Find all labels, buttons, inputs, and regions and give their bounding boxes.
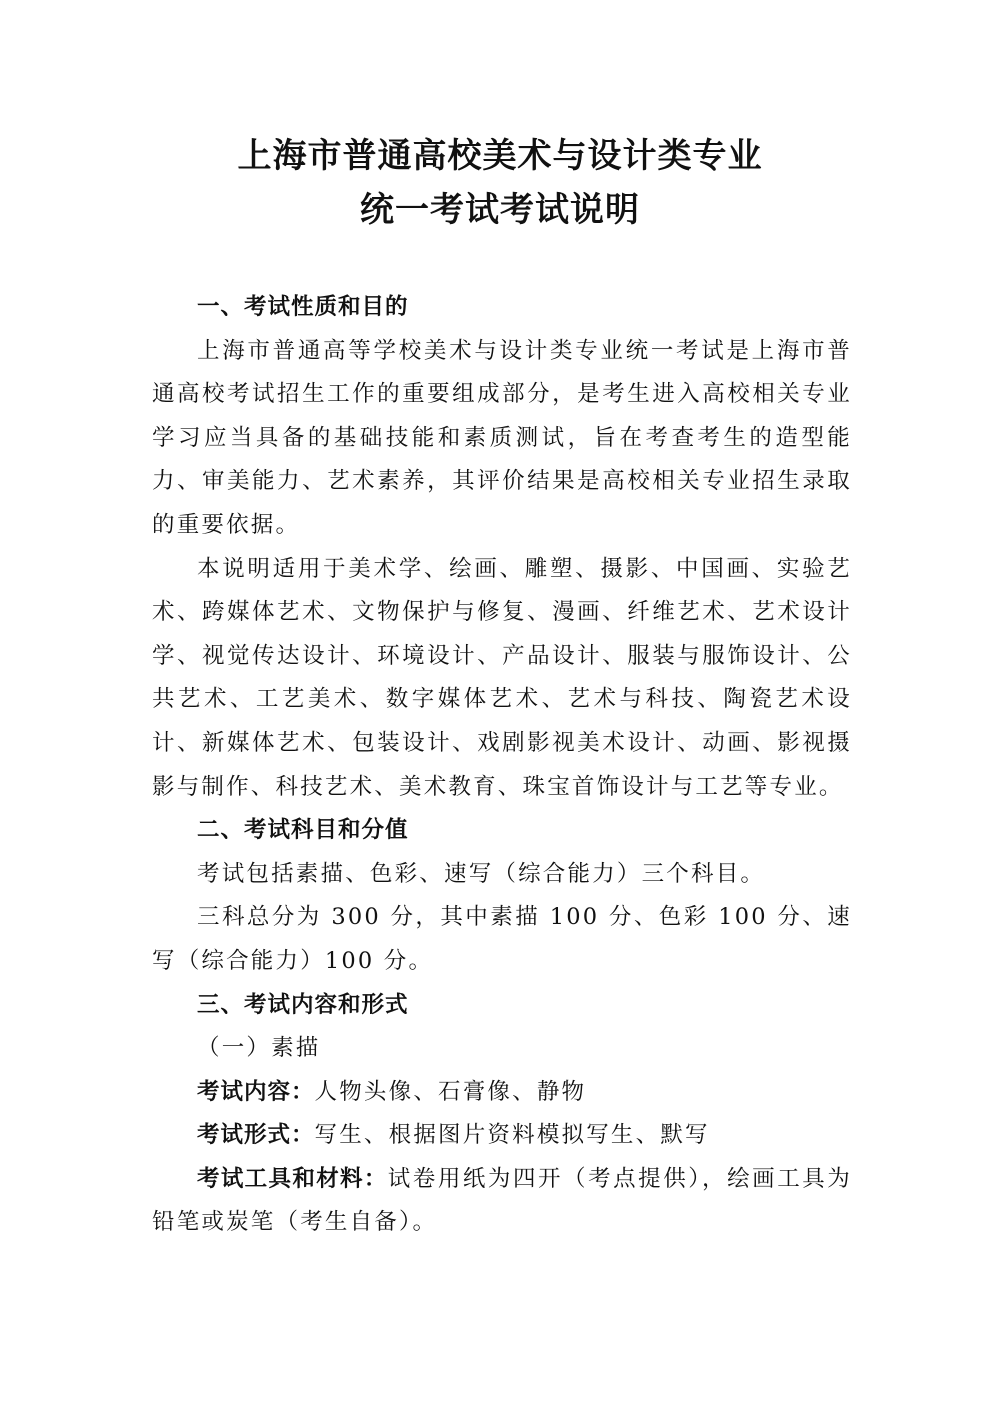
exam-form-label: 考试形式： — [197, 1122, 315, 1149]
paragraph-scope: 本说明适用于美术学、绘画、雕塑、摄影、中国画、实验艺术、跨媒体艺术、文物保护与修复、漫画、纤维艺术、艺术设计学、视觉传达设计、环境设计、产品设计、服装与服饰设计、公共艺术、工艺美术、数字媒体艺术、艺术与科技、陶瓷艺术设计、新媒体艺术、包装设计、戏剧影视美术设计、动画、影视摄影与制作、科技艺术、美术教育、珠宝首饰设计与工艺等专业。 — [152, 555, 852, 800]
paragraph-exam-form — [152, 1114, 852, 1158]
document-title-line2: 统一考试考试说明 — [360, 190, 640, 230]
document-body — [152, 286, 852, 1245]
paragraph-exam-content — [152, 1071, 852, 1115]
section-heading-nature: 一、考试性质和目的 — [197, 294, 409, 320]
exam-tools-label: 考试工具和材料： — [197, 1165, 388, 1192]
document-title-line1: 上海市普通高校美术与设计类专业 — [237, 136, 763, 176]
exam-tools-value: 试卷用纸为四开（考点提供），绘画工具为铅笔或炭笔（考生自备）。 — [152, 1165, 852, 1236]
paragraph-nature: 上海市普通高等学校美术与设计类专业统一考试是上海市普通高校考试招生工作的重要组成部分，是考生进入高校相关专业学习应当具备的基础技能和素质测试，旨在考查考生的造型能力、审美能力、艺术素养，其评价结果是高校相关专业招生录取的重要依据。 — [152, 337, 852, 538]
section-heading-content: 三、考试内容和形式 — [197, 991, 409, 1018]
paragraph-subjects: 考试包括素描、色彩、速写（综合能力）三个科目。 — [197, 860, 766, 887]
exam-content-value: 人物头像、石膏像、静物 — [314, 1078, 587, 1105]
subsection-sketch: （一）素描 — [197, 1035, 321, 1062]
exam-form-value: 写生、根据图片资料模拟写生、默写 — [314, 1122, 710, 1149]
exam-content-label: 考试内容： — [197, 1078, 315, 1105]
paragraph-exam-tools — [152, 1158, 852, 1245]
section-heading-subjects: 二、考试科目和分值 — [197, 817, 409, 844]
paragraph-scores: 三科总分为 300 分，其中素描 100 分、色彩 100 分、速写（综合能力）100 分。 — [152, 904, 852, 974]
